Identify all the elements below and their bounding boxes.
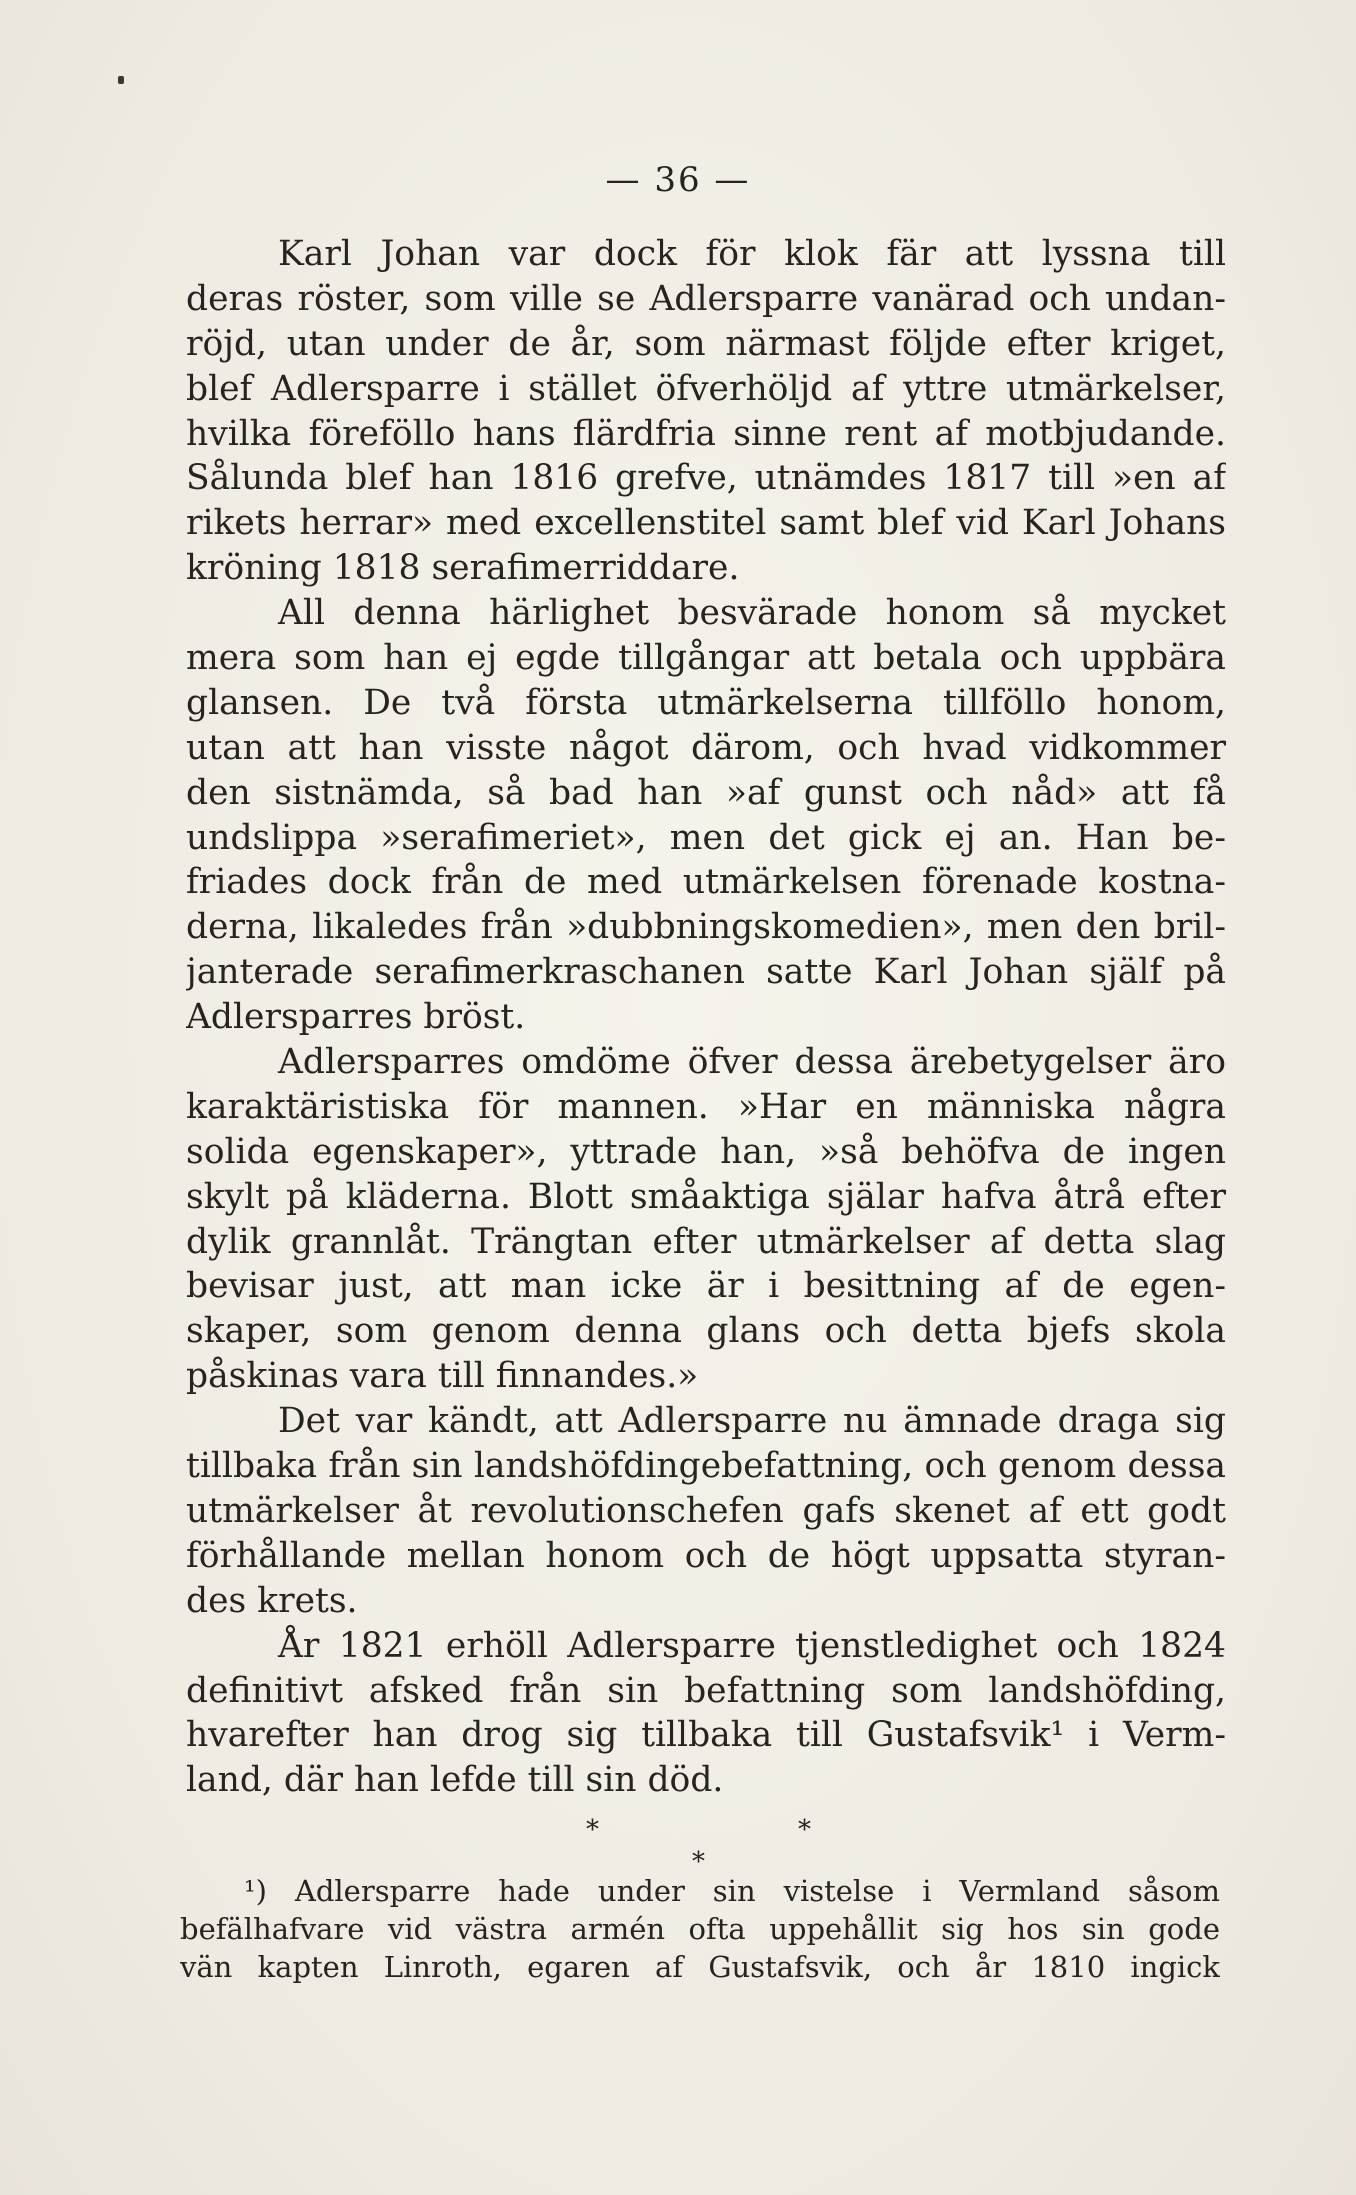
text-line: undslippa »serafimeriet», men det gick ej an. Han be- (186, 817, 1226, 858)
separator-asterisk: * (586, 1815, 599, 1846)
text-line: röjd, utan under de år, som närmast följde efter kriget, (186, 323, 1226, 364)
text-line: År 1821 erhöll Adlersparre tjenstledighet och 1824 (278, 1625, 1226, 1666)
footnote-line: ¹) Adlersparre hade under sin vistelse i Vermland såsom (244, 1874, 1220, 1908)
text-line: bevisar just, att man icke är i besittning af de egen- (186, 1266, 1226, 1307)
page-number: — 36 — (605, 160, 751, 200)
text-line: janterade serafimerkraschanen satte Karl Johan själf på (186, 952, 1226, 993)
text-line: karaktäristiska för mannen. »Har en människa några (186, 1086, 1226, 1127)
separator-asterisk: * (798, 1815, 811, 1846)
text-line: utan att han visste något därom, och hvad vidkommer (186, 727, 1226, 768)
text-line: All denna härlighet besvärade honom så mycket (278, 593, 1226, 634)
footnote (180, 1872, 1220, 1986)
text-line: rikets herrar» med excellenstitel samt blef vid Karl Johans (186, 503, 1226, 544)
text-line: Karl Johan var dock för klok fär att lyssna till (278, 234, 1226, 274)
text-line: mera som han ej egde tillgångar att betala och uppbära (186, 638, 1226, 679)
text-line: tillbaka från sin landshöfdingebefattning, och genom dessa (186, 1446, 1226, 1487)
text-line: den sistnämda, så bad han »af gunst och nåd» att få (186, 772, 1226, 813)
text-line: dylik grannlåt. Trängtan efter utmärkelser af detta slag (186, 1221, 1226, 1262)
text-line: land, där han lefde till sin död. (186, 1760, 724, 1801)
body-text (186, 232, 1226, 1887)
text-line: kröning 1818 serafimerriddare. (186, 548, 740, 589)
text-line: des krets. (186, 1580, 358, 1621)
separator-asterisk: * (692, 1847, 705, 1878)
text-line: hvarefter han drog sig tillbaka till Gustafsvik¹ i Verm- (186, 1715, 1226, 1756)
footnote-line: befälhafvare vid västra armén ofta uppehållit sig hos sin gode (180, 1912, 1220, 1946)
text-line: skylt på kläderna. Blott småaktiga själar hafva åtrå efter (186, 1176, 1226, 1217)
text-line: påskinas vara till finnandes.» (186, 1356, 699, 1397)
text-line: glansen. De två första utmärkelserna tillföllo honom, (186, 682, 1226, 723)
text-line: blef Adlersparre i stället öfverhöljd af yttre utmärkelser, (186, 368, 1226, 409)
text-line: förhållande mellan honom och de högt uppsatta styran- (186, 1535, 1226, 1576)
text-line: utmärkelser åt revolutionschefen gafs skenet af ett godt (186, 1490, 1226, 1531)
text-line: Sålunda blef han 1816 grefve, utnämdes 1817 till »en af (186, 458, 1226, 499)
text-line: Det var kändt, att Adlersparre nu ämnade draga sig (278, 1401, 1226, 1442)
ink-speck (118, 76, 124, 84)
text-line: friades dock från de med utmärkelsen förenade kostna- (186, 862, 1226, 903)
text-line: hvilka föreföllo hans flärdfria sinne rent af motbjudande. (186, 413, 1226, 454)
text-line: deras röster, som ville se Adlersparre vanärad och undan- (186, 278, 1226, 319)
text-line: derna, likaledes från »dubbningskomedien», men den bril- (186, 907, 1226, 948)
text-line: Adlersparres omdöme öfver dessa ärebetygelser äro (278, 1042, 1226, 1083)
footnote-line: vän kapten Linroth, egaren af Gustafsvik, och år 1810 ingick (180, 1950, 1220, 1984)
text-line: definitivt afsked från sin befattning som landshöfding, (186, 1670, 1226, 1711)
text-line: Adlersparres bröst. (186, 997, 526, 1038)
text-line: solida egenskaper», yttrade han, »så behöfva de ingen (186, 1131, 1226, 1172)
text-line: skaper, som genom denna glans och detta bjefs skola (186, 1311, 1226, 1352)
